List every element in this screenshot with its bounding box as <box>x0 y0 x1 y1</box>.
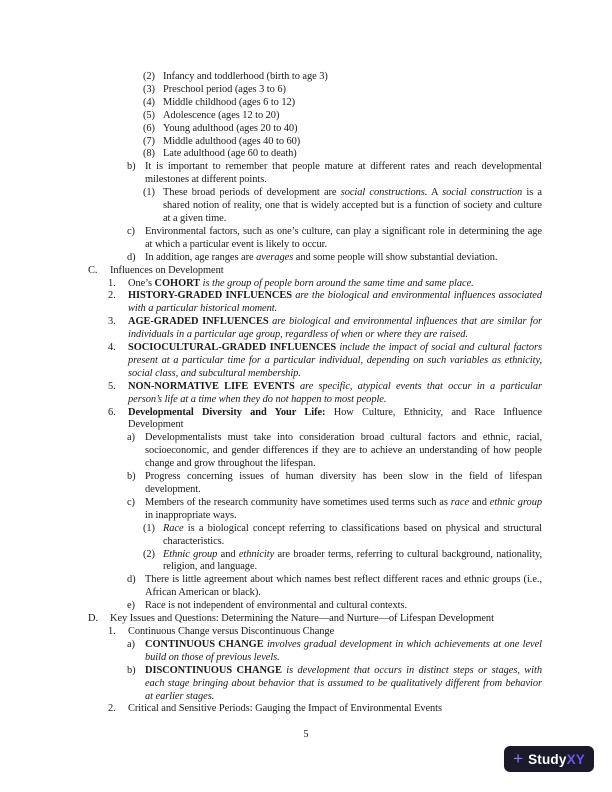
outline-item <box>0 574 612 600</box>
outline-container <box>0 71 612 716</box>
outline-item-marker: b) <box>127 664 136 676</box>
text-run: SOCIOCULTURAL-GRADED INFLUENCES <box>128 342 337 354</box>
text-run: Progress concerning issues of human diversity has been slow in the field of lifespan development. <box>145 471 542 495</box>
outline-item-marker: (2) <box>143 548 155 560</box>
text-run: social constructions. <box>340 187 428 199</box>
text-run: HISTORY-GRADED INFLUENCES <box>128 290 292 302</box>
text-run: are broader terms, referring to cultural background, nationality, religion, and language. <box>163 548 543 573</box>
text-run: Race <box>163 522 184 534</box>
outline-item-marker: (1) <box>143 522 155 534</box>
outline-item-marker: (3) <box>143 83 155 95</box>
outline-item <box>0 613 612 626</box>
outline-item-marker: 2. <box>108 703 116 715</box>
outline-item-marker: (1) <box>143 187 155 199</box>
outline-item-marker: e) <box>127 600 135 612</box>
outline-item-marker: D. <box>88 613 99 625</box>
text-run: ethnic group <box>489 496 542 508</box>
text-run: It is important to remember that people mature at different rates and reach developmental milestones at different points. <box>145 161 542 186</box>
outline-item-marker: c) <box>127 496 135 508</box>
text-run: Adolescence (ages 12 to 20) <box>163 109 280 121</box>
text-run: is a biological concept referring to classifications based on physical and structural characteristics. <box>163 522 542 547</box>
outline-item <box>0 136 612 149</box>
outline-item-marker: 1. <box>108 625 116 637</box>
studyxy-logo <box>504 746 594 772</box>
text-run: averages <box>256 251 294 263</box>
text-run: Middle childhood (ages 6 to 12) <box>163 96 296 108</box>
logo-text-primary: Study <box>528 751 567 767</box>
text-run: involves gradual development in which achievements at one level build on those of previous levels. <box>145 638 542 663</box>
outline-item <box>0 161 612 187</box>
outline-item <box>0 265 612 278</box>
text-run: Preschool period (ages 3 to 6) <box>163 83 286 95</box>
outline-item <box>0 497 612 523</box>
text-run: Environmental factors, such as one’s culture, can play a significant role in determining the age at which a particular event is likely to occur. <box>145 225 542 250</box>
outline-item <box>0 187 612 226</box>
text-run: include the impact of social and cultural factors present at a particular time for a particular individual, depending on such variables as ethnicity, social class, and subcultural membership. <box>128 342 543 379</box>
outline-item <box>0 523 612 549</box>
outline-item-marker: (2) <box>143 71 155 82</box>
outline-item-marker: a) <box>127 432 135 444</box>
text-run: There is little agreement about which names best reflect different races and ethnic groups (i.e., African American or black). <box>145 574 542 599</box>
outline-item-marker: c) <box>127 225 135 237</box>
plus-icon: + <box>513 748 524 768</box>
outline-item <box>0 97 612 110</box>
text-run: CONTINUOUS CHANGE <box>145 638 264 650</box>
outline-item <box>0 471 612 497</box>
outline-item <box>0 626 612 639</box>
outline-item <box>0 432 612 471</box>
text-run: is the group of people born around the same time and same place. <box>200 277 474 289</box>
outline-item-marker: (4) <box>143 96 155 108</box>
outline-item-marker: (8) <box>143 148 155 160</box>
outline-item-marker: a) <box>127 638 135 650</box>
text-run: Developmental Diversity and Your Life: <box>128 406 326 418</box>
text-run: A <box>427 187 443 199</box>
outline-item <box>0 407 612 433</box>
outline-item-marker: 2. <box>108 290 116 302</box>
text-run: Young adulthood (ages 20 to 40) <box>163 122 298 134</box>
text-run: are specific, atypical events that occur in a particular person’s life at a time when they do not happen to most people. <box>128 380 542 405</box>
text-run: social construction <box>442 187 523 199</box>
outline-item-marker: (7) <box>143 135 155 147</box>
text-run: These broad periods of development are <box>163 187 341 199</box>
outline-item-marker: 6. <box>108 406 116 418</box>
outline-item <box>0 278 612 291</box>
text-run: Key Issues and Questions: Determining the Nature—and Nurture—of Lifespan Development <box>110 613 494 625</box>
outline-item <box>0 71 612 84</box>
outline-item-marker: (5) <box>143 109 155 121</box>
outline-item <box>0 665 612 704</box>
outline-item <box>0 290 612 316</box>
text-run: NON-NORMATIVE LIFE EVENTS <box>128 380 295 392</box>
text-run: DISCONTINUOUS CHANGE <box>145 664 282 676</box>
outline-item <box>0 148 612 161</box>
text-run: Race is not independent of environmental and cultural contexts. <box>145 600 408 612</box>
outline-item <box>0 600 612 613</box>
outline-item-marker: 4. <box>108 342 116 354</box>
text-run: in inappropriate ways. <box>145 509 237 521</box>
text-run: Critical and Sensitive Periods: Gauging the Impact of Environmental Events <box>128 703 443 715</box>
text-run: race <box>450 496 470 508</box>
logo-text-accent: XY <box>566 751 585 767</box>
outline-item-marker: 5. <box>108 380 116 392</box>
outline-item <box>0 84 612 97</box>
outline-item <box>0 123 612 136</box>
text-run: Members of the research community have sometimes used terms such as <box>145 496 451 508</box>
outline-item-marker: 1. <box>108 277 116 289</box>
page-number: 5 <box>303 729 309 740</box>
text-run: and <box>469 496 490 508</box>
outline-item <box>0 639 612 665</box>
text-run: Infancy and toddlerhood (birth to age 3) <box>163 71 328 82</box>
text-run: ethnicity <box>238 548 275 560</box>
outline-item-marker: C. <box>88 264 98 276</box>
outline-item-marker: (6) <box>143 122 155 134</box>
outline-item <box>0 703 612 716</box>
outline-item <box>0 381 612 407</box>
outline-item-marker: b) <box>127 471 136 483</box>
text-run: is a shared notion of reality, one that is widely accepted but is a function of society and culture at a given time. <box>163 187 542 224</box>
text-run: One’s <box>128 277 155 289</box>
text-run: Continuous Change versus Discontinuous Change <box>128 625 335 637</box>
text-run: How Culture, Ethnicity, and Race Influence Development <box>128 406 542 431</box>
text-run: and <box>217 548 239 560</box>
text-run: are biological and environmental influences that are similar for individuals in a particular age group, regardless of when or where they are raised. <box>128 316 543 341</box>
text-run: Middle adulthood (ages 40 to 60) <box>163 135 301 147</box>
text-run: COHORT <box>154 277 201 289</box>
outline-item <box>0 316 612 342</box>
outline-item-marker: b) <box>127 161 136 173</box>
outline-item <box>0 549 612 575</box>
outline-item-marker: 3. <box>108 316 116 328</box>
text-run: AGE-GRADED INFLUENCES <box>128 316 269 328</box>
text-run: is development that occurs in distinct steps or stages, with each stage bringing about behavior that is assumed to be qualitatively different from behavior at earlier stages. <box>145 664 542 702</box>
text-run: are the biological and environmental influences associated with a particular historical moment. <box>128 290 542 315</box>
outline-item <box>0 252 612 265</box>
text-run: Developmentalists must take into consideration broad cultural factors and ethnic, racial, socioeconomic, and gender differences if they are to achieve an understanding of how people change and grow throughout the lifespan. <box>145 432 542 470</box>
text-run: Influences on Development <box>110 264 224 276</box>
text-run: Ethnic group <box>163 548 218 560</box>
text-run: and some people will show substantial deviation. <box>293 251 498 263</box>
outline-item-marker: d) <box>127 251 136 263</box>
outline-item <box>0 110 612 123</box>
text-run: In addition, age ranges are <box>145 251 257 263</box>
outline-item-marker: d) <box>127 574 136 586</box>
outline-item <box>0 226 612 252</box>
outline-item <box>0 342 612 381</box>
text-run: Late adulthood (age 60 to death) <box>163 148 297 160</box>
